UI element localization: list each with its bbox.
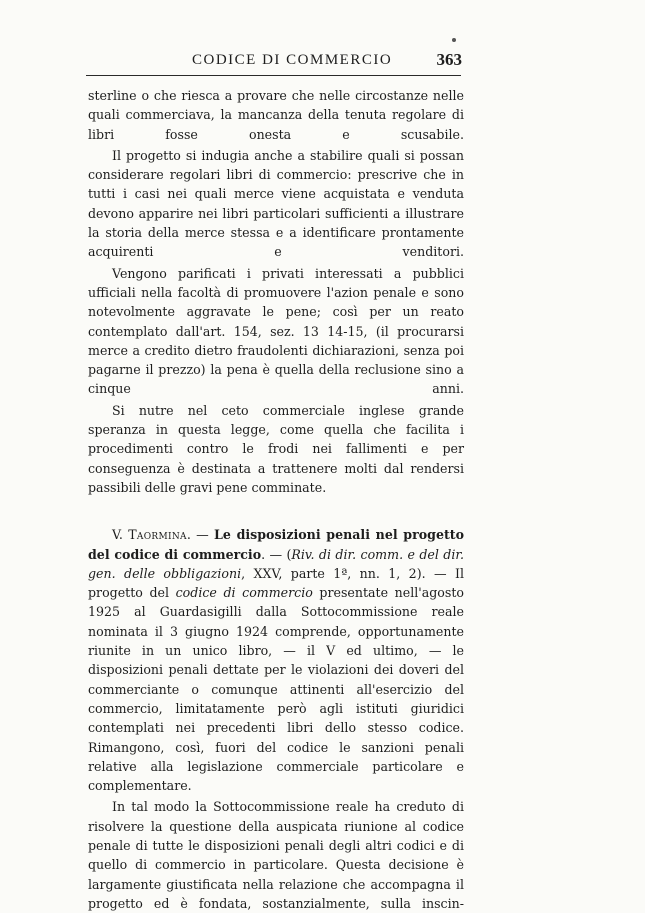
paragraph: Vengono parificati i privati interessati a pubblici ufficiali nella facoltà di promuovere l'azion penale e sono notevolmente aggravate le pene; così per un reato contemplato dall'art. 154, sez. 13 14-15, (il procurarsi merce a credito dietro fraudolenti dichiarazioni, senza poi pagarne il prezzo) la pena è quella della reclusione sino a cinque anni. <box>88 265 464 397</box>
running-header <box>80 50 462 74</box>
running-title: CODICE DI COMMERCIO <box>192 52 393 68</box>
paragraph: Si nutre nel ceto commerciale inglese grande speranza in questa legge, come quella che facilita i procedimenti contro le frodi nei fallimenti e per conseguenza è destinata a trattenere molti dal rendersi passibili delle gravi pene comminate. <box>88 402 464 495</box>
code-name: codice di commercio <box>175 585 313 601</box>
ink-speck <box>452 38 456 42</box>
author-name: Taormina <box>128 527 187 543</box>
separator: . — ( <box>261 546 292 562</box>
paragraph: Il progetto si indugia anche a stabilire quali si possan considerare regolari libri di commercio: prescrive che in tutti i casi nei quali merce viene acquistata e venduta devono apparire nei libri particolari sufficienti a illustrare la storia della merce stessa e a identificare prontamente acquirenti e venditori. <box>88 147 464 260</box>
paragraph: In tal modo la Sottocommissione reale ha creduto di risolvere la questione della auspicata riunione al codice penale di tutte le disposizioni penali degli altri codici e di quello di commercio in particolare. Questa decisione è largamente giustificata nella relazione che accompagna il progetto ed è fondata, sostanzialmente, sulla inscin- <box>88 799 464 911</box>
paragraph-text: presentate nell'agosto 1925 al Guardasigilli dalla Sottocommissione reale nominata il 3 giugno 1924 comprende, opportunamente riunite in un unico libro, — il V ed ultimo, — le disposizioni penali dettate per le violazioni dei doveri del commerciante o comunque attinenti all'esercizio del commercio, limitatamente però agli istituti giuridici contemplati nei precedenti libri dello stesso codice. Rimangono, così, fuori del codice le sanzioni penali relative alla legislazione commerciale particolare e complementare. <box>88 585 464 794</box>
author-prefix: V. <box>112 527 129 543</box>
page-body <box>88 86 464 913</box>
article-title: Le disposizioni penali nel progetto del codice di commercio <box>88 527 464 562</box>
page-number: 363 <box>436 50 462 69</box>
section-gap <box>88 497 464 525</box>
separator: . — <box>186 527 215 543</box>
citation: , XXV, parte 1ª, nn. 1, 2). — Il progetto del <box>88 565 464 601</box>
header-rule <box>86 75 461 76</box>
paragraph: sterline o che riesca a provare che nelle circostanze nelle quali commerciava, la mancanza della tenuta regolare di libri fosse onesta e scusabile. <box>88 88 464 142</box>
journal-title: Riv. di dir. comm. e del dir. gen. delle obbligazioni <box>88 546 464 581</box>
review-entry <box>88 525 464 795</box>
